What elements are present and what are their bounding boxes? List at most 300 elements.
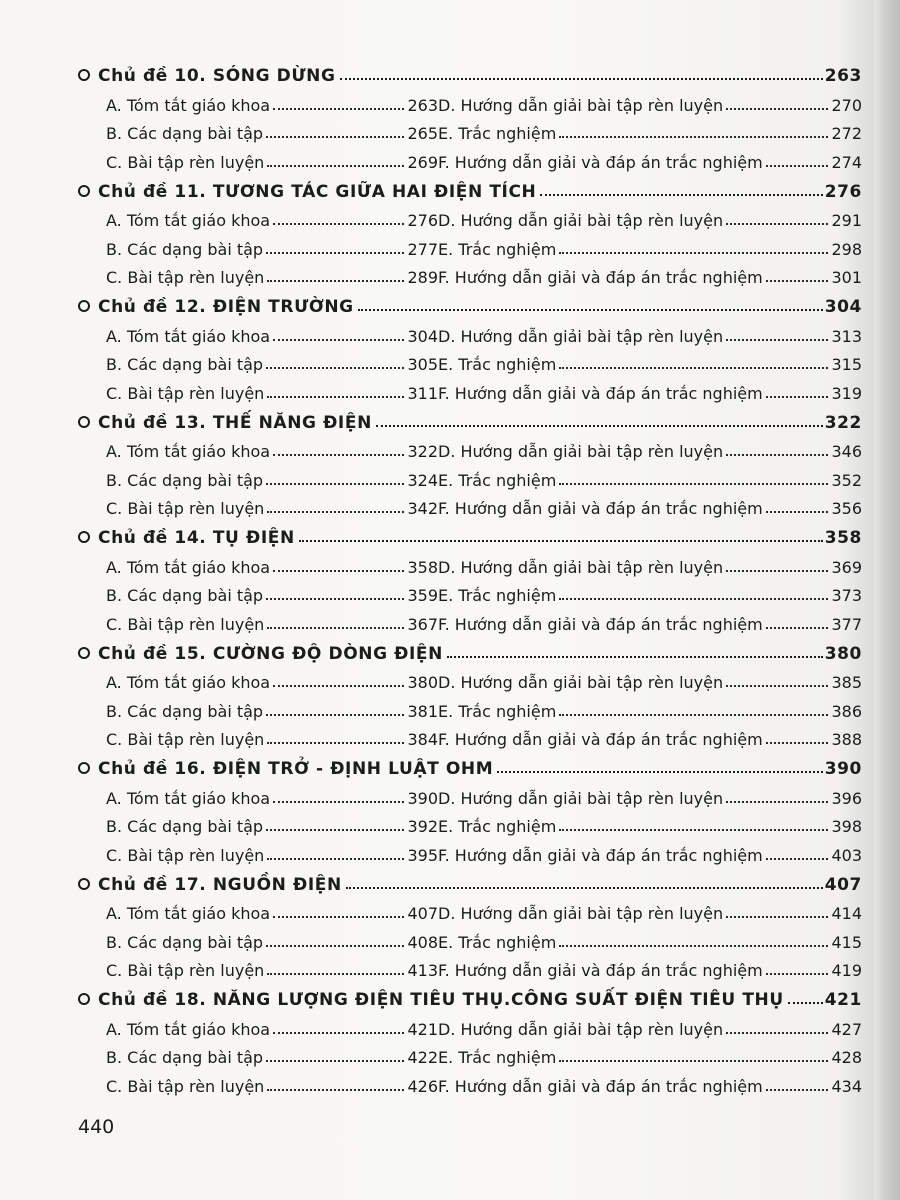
circle-bullet-icon	[78, 993, 90, 1005]
toc-entry[interactable]	[438, 789, 862, 808]
entry-page: 270	[831, 95, 862, 115]
toc-row	[106, 923, 862, 952]
dot-leader	[788, 1002, 823, 1004]
dot-leader	[766, 280, 829, 282]
chapter-title: Chủ đề 17. NGUỒN ĐIỆN	[98, 874, 342, 895]
dot-leader	[266, 136, 404, 138]
toc-entry[interactable]	[106, 730, 438, 749]
dot-leader	[726, 339, 828, 341]
chapter-page: 421	[824, 990, 862, 1010]
dot-leader	[267, 1089, 404, 1091]
chapter-heading[interactable]	[78, 518, 862, 548]
dot-leader	[267, 165, 404, 167]
toc-entry[interactable]	[106, 961, 438, 980]
book-binding	[874, 0, 900, 1200]
entry-page: 426	[407, 1076, 438, 1096]
dot-leader	[726, 685, 828, 687]
dot-leader	[766, 396, 829, 398]
dot-leader	[559, 136, 828, 138]
entry-page: 384	[407, 730, 438, 749]
entry-label: A. Tóm tắt giáo khoa	[106, 95, 271, 115]
entry-label: D. Hướng dẫn giải bài tập rèn luyện	[438, 1019, 724, 1039]
chapter-title: Chủ đề 18. NĂNG LƯỢNG ĐIỆN TIÊU THỤ.CÔNG SUẤT ĐIỆN TIÊU THỤ	[98, 990, 784, 1010]
dot-leader	[266, 252, 404, 254]
entry-page: 385	[831, 673, 862, 692]
entry-label: F. Hướng dẫn giải và đáp án trắc nghiệm	[438, 730, 763, 749]
toc-entry[interactable]	[106, 1077, 438, 1096]
toc-entry[interactable]	[438, 96, 862, 115]
dot-leader	[267, 627, 404, 629]
entry-page: 311	[407, 383, 438, 403]
dot-leader	[559, 829, 828, 831]
circle-bullet-icon	[78, 762, 90, 774]
entry-page: 413	[407, 961, 438, 980]
toc-row	[106, 1067, 862, 1096]
entry-page: 381	[407, 701, 438, 721]
dot-leader	[447, 656, 823, 658]
dot-leader	[267, 858, 404, 860]
toc-row	[106, 895, 862, 924]
entry-page: 358	[407, 557, 438, 577]
toc-row	[106, 202, 862, 231]
entry-label: A. Tóm tắt giáo khoa	[106, 1019, 271, 1039]
entry-page: 274	[831, 152, 862, 172]
toc-row	[106, 1010, 862, 1039]
chapter-section	[78, 172, 862, 288]
entry-label: C. Bài tập rèn luyện	[106, 383, 265, 403]
entry-label: A. Tóm tắt giáo khoa	[106, 326, 271, 346]
chapter-page: 390	[824, 759, 862, 779]
entry-label: F. Hướng dẫn giải và đáp án trắc nghiệm	[438, 845, 763, 865]
dot-leader	[559, 598, 828, 600]
chapter-section	[78, 518, 862, 634]
entry-page: 289	[407, 268, 438, 287]
toc-entry[interactable]	[438, 1020, 862, 1039]
entry-page: 367	[407, 614, 438, 634]
entry-page: 356	[831, 499, 862, 518]
chapter-title: Chủ đề 10. SÓNG DỪNG	[98, 66, 336, 86]
toc-entry[interactable]	[106, 355, 438, 374]
entry-label: B. Các dạng bài tập	[106, 586, 264, 605]
toc-entry[interactable]	[438, 471, 862, 490]
dot-leader	[559, 945, 828, 947]
toc-entry[interactable]	[106, 499, 438, 518]
dot-leader	[726, 570, 828, 572]
dot-leader	[497, 771, 822, 773]
toc-entry[interactable]	[438, 153, 862, 172]
toc-row	[106, 346, 862, 375]
toc-entry[interactable]	[438, 846, 862, 865]
entry-page: 388	[831, 730, 862, 749]
chapter-heading[interactable]	[78, 56, 862, 86]
entry-label: A. Tóm tắt giáo khoa	[106, 904, 271, 923]
entry-page: 408	[407, 932, 438, 952]
dot-leader	[266, 1060, 404, 1062]
chapter-heading[interactable]	[78, 634, 862, 664]
chapter-heading[interactable]	[78, 172, 862, 202]
entry-page: 369	[831, 557, 862, 577]
dot-leader	[766, 858, 829, 860]
dot-leader	[766, 1089, 829, 1091]
chapter-title: Chủ đề 12. ĐIỆN TRƯỜNG	[98, 297, 354, 317]
chapter-page: 380	[824, 643, 862, 664]
toc-row	[106, 664, 862, 693]
toc-entry[interactable]	[438, 817, 862, 836]
toc-row	[106, 605, 862, 634]
toc-entry[interactable]	[106, 1020, 438, 1039]
toc-entry[interactable]	[106, 558, 438, 577]
entry-label: C. Bài tập rèn luyện	[106, 845, 265, 865]
toc-entry[interactable]	[106, 471, 438, 490]
chapter-page: 276	[824, 181, 862, 202]
toc-entry[interactable]	[438, 933, 862, 952]
entry-label: B. Các dạng bài tập	[106, 470, 264, 490]
chapter-page: 407	[824, 874, 862, 895]
toc-entry[interactable]	[438, 961, 862, 980]
toc-row	[106, 433, 862, 462]
toc-entry[interactable]	[106, 384, 438, 403]
chapter-heading[interactable]	[78, 980, 862, 1010]
toc-entry[interactable]	[106, 124, 438, 143]
toc-entry[interactable]	[106, 442, 438, 461]
dot-leader	[273, 223, 404, 225]
entry-label: B. Các dạng bài tập	[106, 932, 264, 952]
entry-label: C. Bài tập rèn luyện	[106, 268, 265, 287]
entry-label: C. Bài tập rèn luyện	[106, 730, 265, 749]
entry-label: D. Hướng dẫn giải bài tập rèn luyện	[438, 442, 724, 461]
toc-entry[interactable]	[106, 327, 438, 346]
chapter-section	[78, 749, 862, 865]
entry-page: 305	[407, 355, 438, 374]
dot-leader	[726, 801, 828, 803]
toc-row	[106, 1039, 862, 1068]
entry-page: 263	[407, 95, 438, 115]
entry-label: D. Hướng dẫn giải bài tập rèn luyện	[438, 557, 724, 577]
toc-row	[106, 143, 862, 172]
toc-entry[interactable]	[106, 702, 438, 721]
entry-label: E. Trắc nghiệm	[438, 586, 557, 605]
toc-row	[106, 374, 862, 403]
entry-label: F. Hướng dẫn giải và đáp án trắc nghiệm	[438, 499, 763, 518]
dot-leader	[726, 1032, 828, 1034]
entry-label: C. Bài tập rèn luyện	[106, 614, 265, 634]
toc-row	[106, 548, 862, 577]
dot-leader	[766, 627, 829, 629]
dot-leader	[766, 165, 829, 167]
entry-page: 277	[407, 239, 438, 259]
toc-entry[interactable]	[106, 586, 438, 605]
chapter-page: 358	[824, 528, 862, 548]
entry-page: 342	[407, 499, 438, 518]
entry-label: D. Hướng dẫn giải bài tập rèn luyện	[438, 673, 724, 692]
entry-label: E. Trắc nghiệm	[438, 932, 557, 952]
entry-label: D. Hướng dẫn giải bài tập rèn luyện	[438, 788, 724, 808]
entry-page: 421	[407, 1019, 438, 1039]
entry-page: 276	[407, 211, 438, 230]
entry-label: A. Tóm tắt giáo khoa	[106, 557, 271, 577]
entry-label: B. Các dạng bài tập	[106, 355, 264, 374]
entry-page: 269	[407, 152, 438, 172]
entry-page: 386	[831, 701, 862, 721]
toc-entry[interactable]	[106, 846, 438, 865]
entry-label: C. Bài tập rèn luyện	[106, 152, 265, 172]
chapter-section	[78, 56, 862, 172]
toc-row	[106, 86, 862, 115]
entry-label: A. Tóm tắt giáo khoa	[106, 788, 271, 808]
circle-bullet-icon	[78, 531, 90, 543]
circle-bullet-icon	[78, 185, 90, 197]
entry-page: 390	[407, 788, 438, 808]
toc-entry[interactable]	[438, 673, 862, 692]
dot-leader	[273, 570, 404, 572]
chapter-section	[78, 634, 862, 750]
entry-page: 373	[831, 586, 862, 605]
dot-leader	[299, 540, 823, 542]
chapter-heading[interactable]	[78, 287, 862, 317]
entry-label: E. Trắc nghiệm	[438, 239, 557, 259]
dot-leader	[726, 916, 828, 918]
entry-page: 419	[831, 961, 862, 980]
entry-label: F. Hướng dẫn giải và đáp án trắc nghiệm	[438, 383, 763, 403]
toc-entry[interactable]	[438, 1077, 862, 1096]
entry-label: C. Bài tập rèn luyện	[106, 961, 265, 980]
toc-entry[interactable]	[438, 327, 862, 346]
entry-page: 403	[831, 845, 862, 865]
entry-label: A. Tóm tắt giáo khoa	[106, 211, 271, 230]
chapter-title: Chủ đề 16. ĐIỆN TRỞ - ĐỊNH LUẬT OHM	[98, 759, 494, 779]
dot-leader	[346, 887, 823, 889]
entry-label: A. Tóm tắt giáo khoa	[106, 673, 271, 692]
toc-entry[interactable]	[106, 933, 438, 952]
entry-page: 265	[407, 124, 438, 143]
dot-leader	[340, 78, 823, 80]
dot-leader	[267, 511, 404, 513]
toc-entry[interactable]	[438, 702, 862, 721]
toc-row	[106, 259, 862, 288]
dot-leader	[266, 829, 404, 831]
entry-label: C. Bài tập rèn luyện	[106, 499, 265, 518]
dot-leader	[726, 108, 828, 110]
entry-page: 427	[831, 1019, 862, 1039]
dot-leader	[766, 742, 829, 744]
entry-page: 322	[407, 442, 438, 461]
chapter-page: 322	[824, 412, 862, 433]
dot-leader	[266, 714, 404, 716]
entry-label: E. Trắc nghiệm	[438, 701, 557, 721]
entry-page: 346	[831, 442, 862, 461]
chapter-heading[interactable]	[78, 749, 862, 779]
chapter-page: 304	[824, 297, 862, 317]
toc-entry[interactable]	[438, 268, 862, 287]
entry-page: 319	[831, 383, 862, 403]
circle-bullet-icon	[78, 647, 90, 659]
entry-label: E. Trắc nghiệm	[438, 470, 557, 490]
dot-leader	[267, 396, 404, 398]
toc-entry[interactable]	[438, 211, 862, 230]
toc-row	[106, 115, 862, 144]
entry-page: 272	[831, 124, 862, 143]
dot-leader	[273, 454, 404, 456]
toc-entry[interactable]	[106, 817, 438, 836]
toc-row	[106, 779, 862, 808]
entry-label: E. Trắc nghiệm	[438, 1048, 557, 1067]
circle-bullet-icon	[78, 69, 90, 81]
entry-page: 315	[831, 355, 862, 374]
entry-page: 301	[831, 268, 862, 287]
toc-entry[interactable]	[106, 789, 438, 808]
dot-leader	[726, 223, 828, 225]
toc-row	[106, 836, 862, 865]
toc-entry[interactable]	[438, 240, 862, 259]
toc-entry[interactable]	[106, 153, 438, 172]
toc-entry[interactable]	[106, 268, 438, 287]
dot-leader	[273, 685, 404, 687]
dot-leader	[559, 714, 828, 716]
chapter-page: 263	[824, 66, 862, 86]
entry-page: 434	[831, 1076, 862, 1096]
toc-entry[interactable]	[106, 904, 438, 923]
dot-leader	[266, 598, 404, 600]
dot-leader	[559, 483, 828, 485]
dot-leader	[267, 973, 404, 975]
dot-leader	[266, 945, 404, 947]
entry-page: 398	[831, 817, 862, 836]
toc-entry[interactable]	[438, 499, 862, 518]
entry-page: 414	[831, 904, 862, 923]
chapter-title: Chủ đề 13. THẾ NĂNG ĐIỆN	[98, 412, 372, 433]
toc-entry[interactable]	[106, 240, 438, 259]
circle-bullet-icon	[78, 300, 90, 312]
entry-label: F. Hướng dẫn giải và đáp án trắc nghiệm	[438, 961, 763, 980]
entry-label: B. Các dạng bài tập	[106, 1048, 264, 1067]
chapter-heading[interactable]	[78, 865, 862, 895]
toc-entry[interactable]	[438, 904, 862, 923]
entry-page: 298	[831, 239, 862, 259]
toc-entry[interactable]	[438, 615, 862, 634]
entry-page: 407	[407, 904, 438, 923]
toc-entry[interactable]	[438, 124, 862, 143]
chapter-title: Chủ đề 11. TƯƠNG TÁC GIỮA HAI ĐIỆN TÍCH	[98, 181, 537, 202]
dot-leader	[273, 801, 404, 803]
entry-label: E. Trắc nghiệm	[438, 124, 557, 143]
entry-label: C. Bài tập rèn luyện	[106, 1076, 265, 1096]
toc-entry[interactable]	[438, 384, 862, 403]
entry-page: 359	[407, 586, 438, 605]
entry-label: F. Hướng dẫn giải và đáp án trắc nghiệm	[438, 1076, 763, 1096]
dot-leader	[273, 339, 404, 341]
toc-row	[106, 952, 862, 981]
toc-entry[interactable]	[438, 558, 862, 577]
toc-row	[106, 577, 862, 606]
chapter-heading[interactable]	[78, 403, 862, 433]
dot-leader	[273, 1032, 404, 1034]
chapter-section	[78, 980, 862, 1096]
entry-label: D. Hướng dẫn giải bài tập rèn luyện	[438, 211, 724, 230]
entry-label: A. Tóm tắt giáo khoa	[106, 442, 271, 461]
entry-label: D. Hướng dẫn giải bài tập rèn luyện	[438, 95, 724, 115]
toc-entry[interactable]	[438, 442, 862, 461]
entry-label: D. Hướng dẫn giải bài tập rèn luyện	[438, 904, 724, 923]
circle-bullet-icon	[78, 878, 90, 890]
toc-row	[106, 461, 862, 490]
toc-entry[interactable]	[106, 1048, 438, 1067]
entry-label: F. Hướng dẫn giải và đáp án trắc nghiệm	[438, 614, 763, 634]
toc-entry[interactable]	[106, 211, 438, 230]
dot-leader	[559, 252, 828, 254]
dot-leader	[376, 425, 823, 427]
toc-row	[106, 721, 862, 750]
entry-page: 422	[407, 1048, 438, 1067]
toc-row	[106, 317, 862, 346]
entry-page: 291	[831, 211, 862, 230]
dot-leader	[273, 916, 404, 918]
entry-label: B. Các dạng bài tập	[106, 239, 264, 259]
chapter-section	[78, 865, 862, 981]
entry-page: 415	[831, 932, 862, 952]
dot-leader	[266, 367, 404, 369]
toc-entry[interactable]	[438, 355, 862, 374]
toc-entry[interactable]	[106, 673, 438, 692]
dot-leader	[267, 280, 404, 282]
chapter-title: Chủ đề 14. TỤ ĐIỆN	[98, 528, 295, 548]
dot-leader	[726, 454, 828, 456]
toc-entry[interactable]	[438, 1048, 862, 1067]
entry-page: 392	[407, 817, 438, 836]
dot-leader	[267, 742, 404, 744]
dot-leader	[559, 367, 828, 369]
entry-page: 377	[831, 614, 862, 634]
chapter-title: Chủ đề 15. CƯỜNG ĐỘ DÒNG ĐIỆN	[98, 643, 443, 664]
page-number: 440	[78, 1116, 115, 1138]
dot-leader	[766, 973, 829, 975]
entry-page: 395	[407, 845, 438, 865]
dot-leader	[540, 194, 822, 196]
entry-page: 324	[407, 470, 438, 490]
chapter-section	[78, 287, 862, 403]
toc-row	[106, 490, 862, 519]
toc-entry[interactable]	[106, 96, 438, 115]
entry-page: 313	[831, 326, 862, 346]
circle-bullet-icon	[78, 416, 90, 428]
entry-label: B. Các dạng bài tập	[106, 701, 264, 721]
entry-label: E. Trắc nghiệm	[438, 817, 557, 836]
toc-entry[interactable]	[106, 615, 438, 634]
entry-page: 428	[831, 1048, 862, 1067]
entry-label: F. Hướng dẫn giải và đáp án trắc nghiệm	[438, 268, 763, 287]
toc-entry[interactable]	[438, 586, 862, 605]
toc-row	[106, 230, 862, 259]
entry-label: B. Các dạng bài tập	[106, 817, 264, 836]
toc-row	[106, 692, 862, 721]
entry-page: 352	[831, 470, 862, 490]
dot-leader	[766, 511, 829, 513]
dot-leader	[358, 309, 823, 311]
entry-label: B. Các dạng bài tập	[106, 124, 264, 143]
entry-page: 304	[407, 326, 438, 346]
chapter-section	[78, 403, 862, 519]
entry-label: F. Hướng dẫn giải và đáp án trắc nghiệm	[438, 152, 763, 172]
entry-page: 396	[831, 788, 862, 808]
entry-page: 380	[407, 673, 438, 692]
toc-entry[interactable]	[438, 730, 862, 749]
toc-row	[106, 808, 862, 837]
dot-leader	[266, 483, 404, 485]
table-of-contents	[78, 56, 862, 1096]
entry-label: E. Trắc nghiệm	[438, 355, 557, 374]
dot-leader	[559, 1060, 828, 1062]
entry-label: D. Hướng dẫn giải bài tập rèn luyện	[438, 326, 724, 346]
dot-leader	[273, 108, 404, 110]
